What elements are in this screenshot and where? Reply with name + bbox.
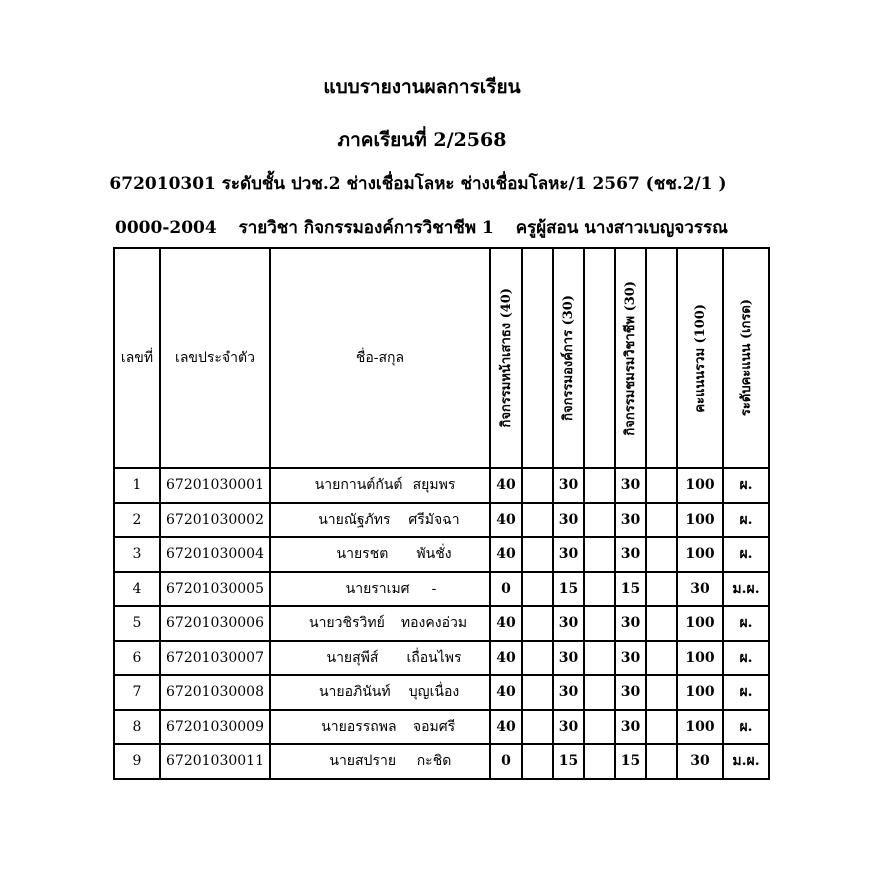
last-name: - [431,580,437,597]
cell-blank [584,675,615,710]
header-no: เลขที่ [114,248,160,468]
report-title: แบบรายงานผลการเรียน [323,76,521,98]
cell-blank [584,744,615,779]
table-row [114,537,769,572]
cell-name [270,744,490,779]
cell-grade: ผ. [723,675,769,710]
cell-score-org: 30 [553,503,584,538]
cell-blank [522,641,553,676]
cell-score-club: 15 [615,572,646,607]
table-row [114,710,769,745]
cell-no: 3 [114,537,160,572]
first-name: นายราเมศ [345,580,410,597]
cell-name [270,710,490,745]
cell-no: 4 [114,572,160,607]
table-row [114,572,769,607]
cell-blank [522,606,553,641]
cell-score-flag: 40 [490,537,522,572]
cell-blank [522,537,553,572]
cell-name [270,675,490,710]
cell-name [270,572,490,607]
first-name: นายณัฐภัทร [318,511,391,528]
table-row [114,641,769,676]
cell-score-org: 30 [553,537,584,572]
cell-score-org: 30 [553,468,584,503]
first-name: นายกานต์กันต์ [314,477,403,494]
cell-score-org: 30 [553,675,584,710]
cell-name [270,641,490,676]
table-row [114,468,769,503]
last-name: ศรีมัจฉา [408,511,460,528]
header-blank-3 [646,248,677,468]
header-total: คะแนนรวม (100) [677,248,723,468]
cell-student-id: 67201030005 [160,572,270,607]
cell-blank [646,710,677,745]
cell-score-club: 30 [615,606,646,641]
cell-blank [646,537,677,572]
cell-grade: ผ. [723,468,769,503]
header-blank-1 [522,248,553,468]
first-name: นายอภินันท์ [318,684,391,701]
cell-no: 8 [114,710,160,745]
cell-score-org: 15 [553,744,584,779]
first-name: นายวชิรวิทย์ [309,615,385,632]
cell-blank [646,468,677,503]
last-name: ทองคงอ่วม [400,615,468,632]
cell-score-flag: 0 [490,572,522,607]
cell-no: 9 [114,744,160,779]
cell-name [270,606,490,641]
cell-total: 100 [677,641,723,676]
subject-code: 0000-2004 [115,218,217,238]
cell-no: 6 [114,641,160,676]
cell-score-club: 30 [615,675,646,710]
cell-blank [584,537,615,572]
cell-score-flag: 40 [490,468,522,503]
cell-name [270,468,490,503]
cell-score-flag: 40 [490,710,522,745]
cell-total: 100 [677,710,723,745]
cell-student-id: 67201030009 [160,710,270,745]
cell-grade: ผ. [723,710,769,745]
cell-blank [646,744,677,779]
cell-student-id: 67201030008 [160,675,270,710]
cell-student-id: 67201030001 [160,468,270,503]
cell-total: 100 [677,468,723,503]
cell-grade: ผ. [723,641,769,676]
cell-student-id: 67201030002 [160,503,270,538]
table-row [114,744,769,779]
cell-score-flag: 0 [490,744,522,779]
cell-no: 7 [114,675,160,710]
table-row [114,606,769,641]
cell-score-club: 30 [615,641,646,676]
cell-name [270,503,490,538]
cell-score-flag: 40 [490,675,522,710]
cell-blank [646,572,677,607]
first-name: นายรชต [336,546,389,563]
last-name: บุญเนื่อง [408,684,460,701]
cell-score-org: 30 [553,710,584,745]
cell-total: 100 [677,503,723,538]
cell-score-club: 30 [615,710,646,745]
cell-score-club: 30 [615,468,646,503]
cell-blank [646,606,677,641]
cell-blank [522,503,553,538]
cell-total: 100 [677,606,723,641]
last-name: เถื่อนไพร [406,649,462,666]
cell-score-org: 30 [553,641,584,676]
cell-blank [646,675,677,710]
header-blank-2 [584,248,615,468]
header-student-id: เลขประจำตัว [160,248,270,468]
cell-grade: ม.ผ. [723,572,769,607]
first-name: นายสุพีส์ [326,649,379,666]
cell-student-id: 67201030007 [160,641,270,676]
header-grade: ระดับคะแนน (เกรด) [723,248,769,468]
cell-blank [646,641,677,676]
cell-total: 30 [677,572,723,607]
subject-line [115,214,744,241]
last-name: จอมศรี [412,718,456,735]
cell-no: 1 [114,468,160,503]
cell-blank [522,744,553,779]
cell-score-club: 15 [615,744,646,779]
table-row [114,675,769,710]
first-name: นายอรรถพล [321,718,397,735]
cell-blank [522,675,553,710]
cell-score-club: 30 [615,537,646,572]
cell-student-id: 67201030006 [160,606,270,641]
cell-name [270,537,490,572]
table-row [114,503,769,538]
cell-blank [584,503,615,538]
cell-blank [646,503,677,538]
cell-score-flag: 40 [490,606,522,641]
cell-score-flag: 40 [490,503,522,538]
last-name: พันชั่ง [416,546,452,563]
grades-table [113,247,770,780]
cell-no: 2 [114,503,160,538]
cell-grade: ผ. [723,537,769,572]
cell-blank [522,572,553,607]
cell-total: 100 [677,537,723,572]
cell-total: 30 [677,744,723,779]
cell-blank [522,468,553,503]
teacher-name: ครูผู้สอน นางสาวเบญจวรรณ [515,218,728,238]
cell-grade: ผ. [723,503,769,538]
cell-no: 5 [114,606,160,641]
cell-total: 100 [677,675,723,710]
cell-student-id: 67201030011 [160,744,270,779]
cell-blank [584,572,615,607]
class-line: 672010301 ระดับชั้น ปวช.2 ช่างเชื่อมโลหะ ช่างเชื่อมโลหะ/1 2567 (ชช.2/1 ) [109,174,727,194]
cell-score-org: 15 [553,572,584,607]
cell-blank [584,641,615,676]
header-activity-flag: กิจกรรมหน้าเสาธง (40) [490,248,522,468]
cell-score-club: 30 [615,503,646,538]
cell-grade: ผ. [723,606,769,641]
last-name: สยุมพร [412,477,456,494]
cell-score-org: 30 [553,606,584,641]
header-activity-club: กิจกรรมชมรมวิชาชีพ (30) [615,248,646,468]
header-row [114,248,769,468]
subject-name: รายวิชา กิจกรรมองค์การวิชาชีพ 1 [238,218,494,238]
header-name: ชื่อ-สกุล [270,248,490,468]
first-name: นายสปราย [329,753,397,770]
cell-grade: ม.ผ. [723,744,769,779]
last-name: กะชิด [416,753,452,770]
cell-score-flag: 40 [490,641,522,676]
cell-blank [522,710,553,745]
cell-blank [584,710,615,745]
semester-title: ภาคเรียนที่ 2/2568 [337,129,507,151]
header-activity-org: กิจกรรมองค์การ (30) [553,248,584,468]
cell-blank [584,606,615,641]
cell-blank [584,468,615,503]
cell-student-id: 67201030004 [160,537,270,572]
